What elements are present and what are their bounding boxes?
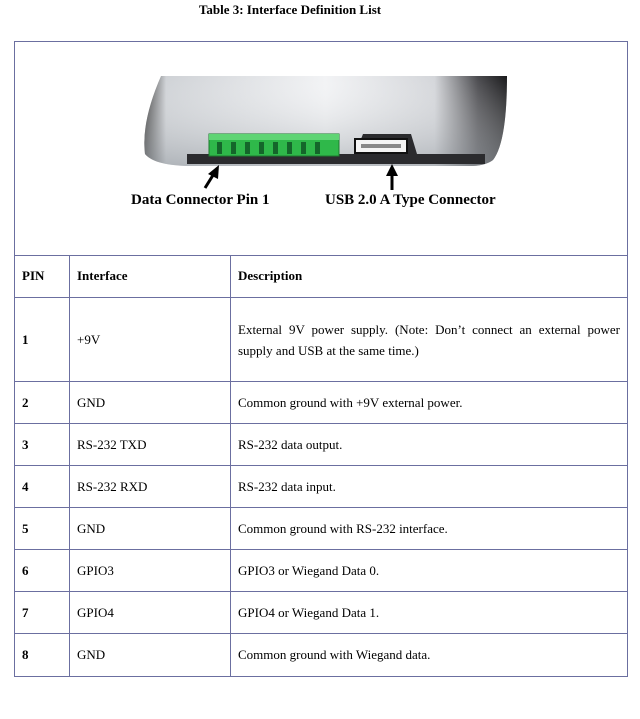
interface-cell: +9V: [70, 298, 231, 382]
table-row: [15, 634, 627, 676]
table-row: [15, 508, 627, 550]
interface-cell: GND: [70, 382, 231, 424]
pin-cell: 2: [15, 382, 70, 424]
device-photo-cell: [15, 42, 627, 256]
pin-cell: 1: [15, 298, 70, 382]
device-photo: [15, 42, 627, 255]
table-header-row: [15, 255, 627, 298]
arrow-up-icon: [386, 164, 398, 190]
table-row: [15, 382, 627, 424]
pin-cell: 5: [15, 508, 70, 550]
usb-connector: [355, 139, 407, 153]
description-cell: RS-232 data output.: [231, 424, 628, 466]
description-cell: Common ground with RS-232 interface.: [231, 508, 628, 550]
interface-cell: GND: [70, 508, 231, 550]
header-pin: PIN: [15, 255, 70, 298]
table-row: [15, 550, 627, 592]
interface-table: [15, 255, 627, 676]
interface-cell: RS-232 TXD: [70, 424, 231, 466]
description-cell: Common ground with +9V external power.: [231, 382, 628, 424]
interface-cell: GPIO4: [70, 592, 231, 634]
table-caption: Table 3: Interface Definition List: [198, 2, 382, 17]
description-cell: Common ground with Wiegand data.: [231, 634, 628, 676]
data-connector-label: Data Connector Pin 1: [131, 192, 270, 208]
table-row: [15, 424, 627, 466]
table-row: [15, 298, 627, 382]
pin-cell: 4: [15, 466, 70, 508]
pin-cell: 3: [15, 424, 70, 466]
description-cell: GPIO3 or Wiegand Data 0.: [231, 550, 628, 592]
interface-cell: GND: [70, 634, 231, 676]
header-interface: Interface: [70, 255, 231, 298]
pin-cell: 7: [15, 592, 70, 634]
interface-cell: RS-232 RXD: [70, 466, 231, 508]
description-cell: GPIO4 or Wiegand Data 1.: [231, 592, 628, 634]
interface-table-frame: [14, 41, 628, 677]
data-connector: [209, 134, 339, 156]
pin-cell: 8: [15, 634, 70, 676]
description-cell: RS-232 data input.: [231, 466, 628, 508]
usb-connector-label: USB 2.0 A Type Connector: [325, 192, 496, 208]
table-row: [15, 466, 627, 508]
description-cell: External 9V power supply. (Note: Don’t connect an external power supply and USB at the same time.): [231, 298, 628, 382]
pin-cell: 6: [15, 550, 70, 592]
table-row: [15, 592, 627, 634]
header-description: Description: [231, 255, 628, 298]
interface-cell: GPIO3: [70, 550, 231, 592]
arrow-up-icon: [205, 165, 219, 188]
